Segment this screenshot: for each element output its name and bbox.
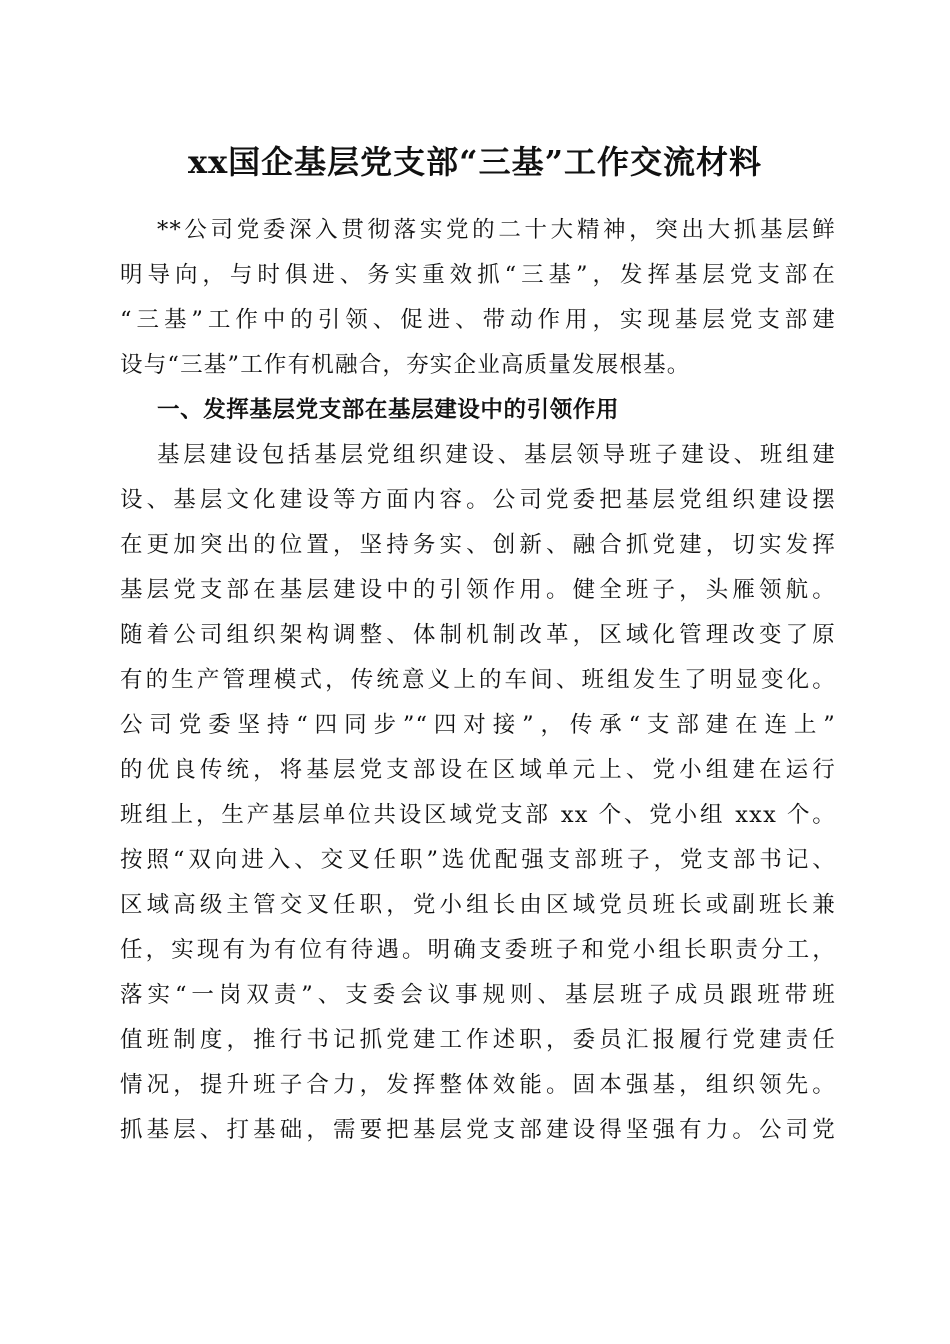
- paragraph-line: 公司党委坚持“四同步”“四对接”，传承“支部建在连上”: [120, 712, 836, 738]
- paragraph-line: 设、基层文化建设等方面内容。公司党委把基层党组织建设摆: [120, 487, 836, 513]
- paragraph-line: 抓基层、打基础，需要把基层党支部建设得坚强有力。公司党: [120, 1117, 836, 1143]
- paragraph-line: 情况，提升班子合力，发挥整体效能。固本强基，组织领先。: [120, 1072, 836, 1098]
- paragraph-line: 区域高级主管交叉任职，党小组长由区域党员班长或副班长兼: [120, 892, 836, 918]
- paragraph-line: 有的生产管理模式，传统意义上的车间、班组发生了明显变化。: [120, 667, 836, 693]
- paragraph-line: 在更加突出的位置，坚持务实、创新、融合抓党建，切实发挥: [120, 532, 836, 558]
- paragraph-line: 设与“三基”工作有机融合，夯实企业高质量发展根基。: [120, 352, 691, 378]
- paragraph-line: “三基”工作中的引领、促进、带动作用，实现基层党支部建: [120, 307, 836, 333]
- document-title: xx国企基层党支部“三基”工作交流材料: [188, 143, 762, 181]
- paragraph-line: 值班制度，推行书记抓党建工作述职，委员汇报履行党建责任: [120, 1027, 836, 1053]
- paragraph-line: 按照“双向进入、交叉任职”选优配强支部班子，党支部书记、: [120, 847, 836, 873]
- paragraph-line: 任，实现有为有位有待遇。明确支委班子和党小组长职责分工，: [120, 937, 836, 963]
- paragraph-line: 明导向，与时俱进、务实重效抓“三基”，发挥基层党支部在: [120, 262, 836, 288]
- paragraph-line: 随着公司组织架构调整、体制机制改革，区域化管理改变了原: [120, 622, 836, 648]
- paragraph-line: **公司党委深入贯彻落实党的二十大精神，突出大抓基层鲜: [157, 217, 836, 243]
- paragraph-line: 的优良传统，将基层党支部设在区域单元上、党小组建在运行: [120, 757, 836, 783]
- paragraph-line: 落实“一岗双责”、支委会议事规则、基层班子成员跟班带班: [120, 982, 836, 1008]
- paragraph-line: 班组上，生产基层单位共设区域党支部 xx 个、党小组 xxx 个。: [120, 802, 836, 828]
- section-heading: 一、发挥基层党支部在基层建设中的引领作用: [157, 397, 620, 423]
- paragraph-line: 基层党支部在基层建设中的引领作用。健全班子，头雁领航。: [120, 577, 836, 603]
- document-body: [120, 208, 836, 1153]
- paragraph-line: 基层建设包括基层党组织建设、基层领导班子建设、班组建: [157, 442, 836, 468]
